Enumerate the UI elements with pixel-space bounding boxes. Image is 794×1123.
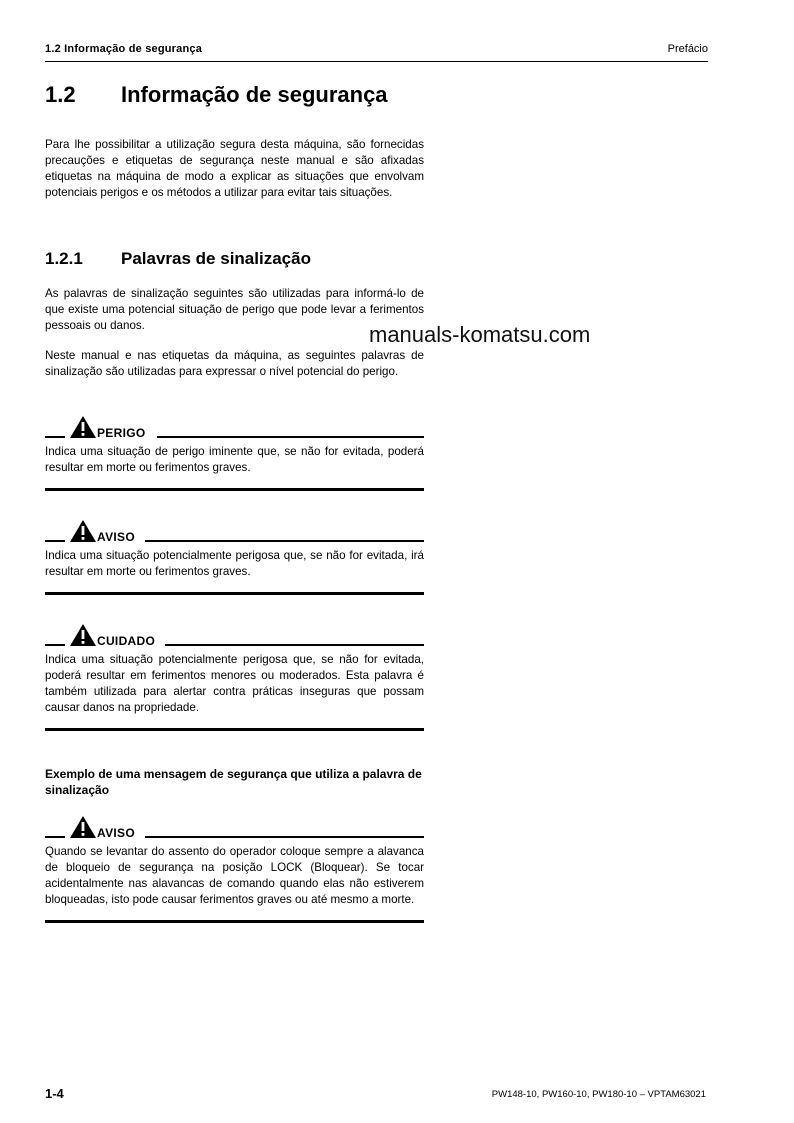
divider (45, 592, 424, 595)
warning-block-perigo (45, 418, 424, 491)
running-header (45, 41, 708, 62)
example-warning-block (45, 818, 424, 923)
warning-triangle-icon (70, 816, 96, 838)
warning-triangle-icon (70, 624, 96, 646)
divider (165, 644, 424, 647)
section-number: 1.2 (45, 82, 76, 107)
warning-header (45, 522, 424, 544)
subsection-title: Palavras de sinalização (121, 249, 311, 268)
example-heading: Exemplo de uma mensagem de segurança que utiliza a palavra de sinalização (45, 767, 422, 797)
signal-word: AVISO (97, 826, 139, 840)
warning-header (45, 818, 424, 840)
warning-header (45, 418, 424, 440)
divider (145, 540, 424, 543)
document-id: PW148-10, PW160-10, PW180-10 – VPTAM63021 (491, 1089, 706, 1100)
signal-words-paragraph-2: Neste manual e nas etiquetas da máquina, as seguintes palavras de sinalização são utilizadas para expressar o nível potencial do perigo. (45, 349, 424, 378)
subsection-number: 1.2.1 (45, 249, 83, 268)
warning-triangle-icon (70, 416, 96, 438)
divider (45, 920, 424, 923)
warning-text: Indica uma situação potencialmente perigosa que, se não for evitada, poderá resultar em ferimentos menores ou moderados. Esta palavra é também utilizada para alertar contra práticas inseguras que possam causar danos na propriedade. (45, 653, 424, 714)
warning-triangle-icon (70, 520, 96, 542)
header-section: 1.2 Informação de segurança (45, 43, 203, 55)
warning-text: Indica uma situação potencialmente perigosa que, se não for evitada, irá resultar em morte ou ferimentos graves. (45, 549, 424, 578)
warning-text: Quando se levantar do assento do operador coloque sempre a alavanca de bloqueio de segurança na posição LOCK (Bloquear). Se tocar acidentalmente nas alavancas de comando quando elas não estiverem bloqueadas, isto pode causar ferimentos graves ou até mesmo a morte. (45, 845, 424, 906)
divider (145, 836, 424, 839)
divider (45, 836, 65, 838)
divider (45, 436, 65, 438)
signal-word: AVISO (97, 530, 139, 544)
divider (45, 644, 65, 646)
page-number: 1-4 (45, 1086, 64, 1101)
signal-words-paragraph-1: As palavras de sinalização seguintes são utilizadas para informá-lo de que existe uma potencial situação de perigo que pode levar a ferimentos pessoais ou danos. (45, 287, 424, 332)
warning-text: Indica uma situação de perigo iminente que, se não for evitada, poderá resultar em morte ou ferimentos graves. (45, 445, 424, 474)
signal-word: CUIDADO (97, 634, 159, 648)
section-title: Informação de segurança (121, 82, 388, 107)
header-chapter: Prefácio (667, 43, 708, 55)
divider (45, 488, 424, 491)
section-heading (45, 82, 388, 108)
intro-paragraph: Para lhe possibilitar a utilização segura desta máquina, são fornecidas precauções e etiquetas de segurança neste manual e são afixadas etiquetas na máquina de modo a explicar as situações que envolvam potenciais perigos e os métodos a utilizar para evitar tais situações. (45, 138, 424, 199)
warning-header (45, 626, 424, 648)
signal-word: PERIGO (97, 426, 149, 440)
divider (45, 728, 424, 731)
subsection-heading (45, 249, 311, 269)
divider (157, 436, 424, 439)
divider (45, 540, 65, 542)
warning-block-cuidado (45, 626, 424, 731)
watermark: manuals-komatsu.com (369, 322, 591, 347)
warning-block-aviso (45, 522, 424, 595)
